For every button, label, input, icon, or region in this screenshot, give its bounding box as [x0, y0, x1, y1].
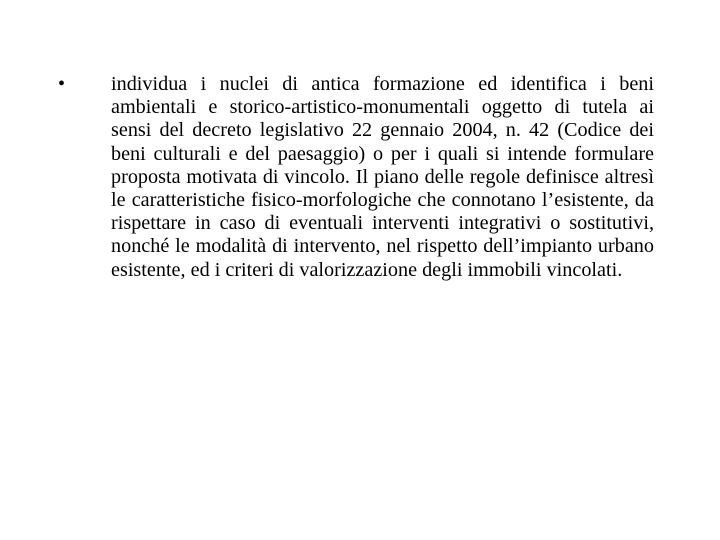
bullet-point: • [58, 73, 66, 95]
bullet-text: individua i nuclei di antica formazione ed identifica i beni ambientali e storico-artistico-monumentali oggetto di tutela ai sensi del decreto legislativo 22 gennaio 2004, n. 42 (Codice dei beni culturali e del paesaggio) o per i quali si intende formulare proposta motivata di vincolo. Il piano delle regole definisce altresì le caratteristiche fisico-morfologiche che connotano l’esistente, da rispettare in caso di eventuali interventi integrativi o sostitutivi, nonché le modalità di intervento, nel rispetto dell’impianto urbano esistente, ed i criteri di valorizzazione degli immobili vincolati. [111, 73, 654, 281]
